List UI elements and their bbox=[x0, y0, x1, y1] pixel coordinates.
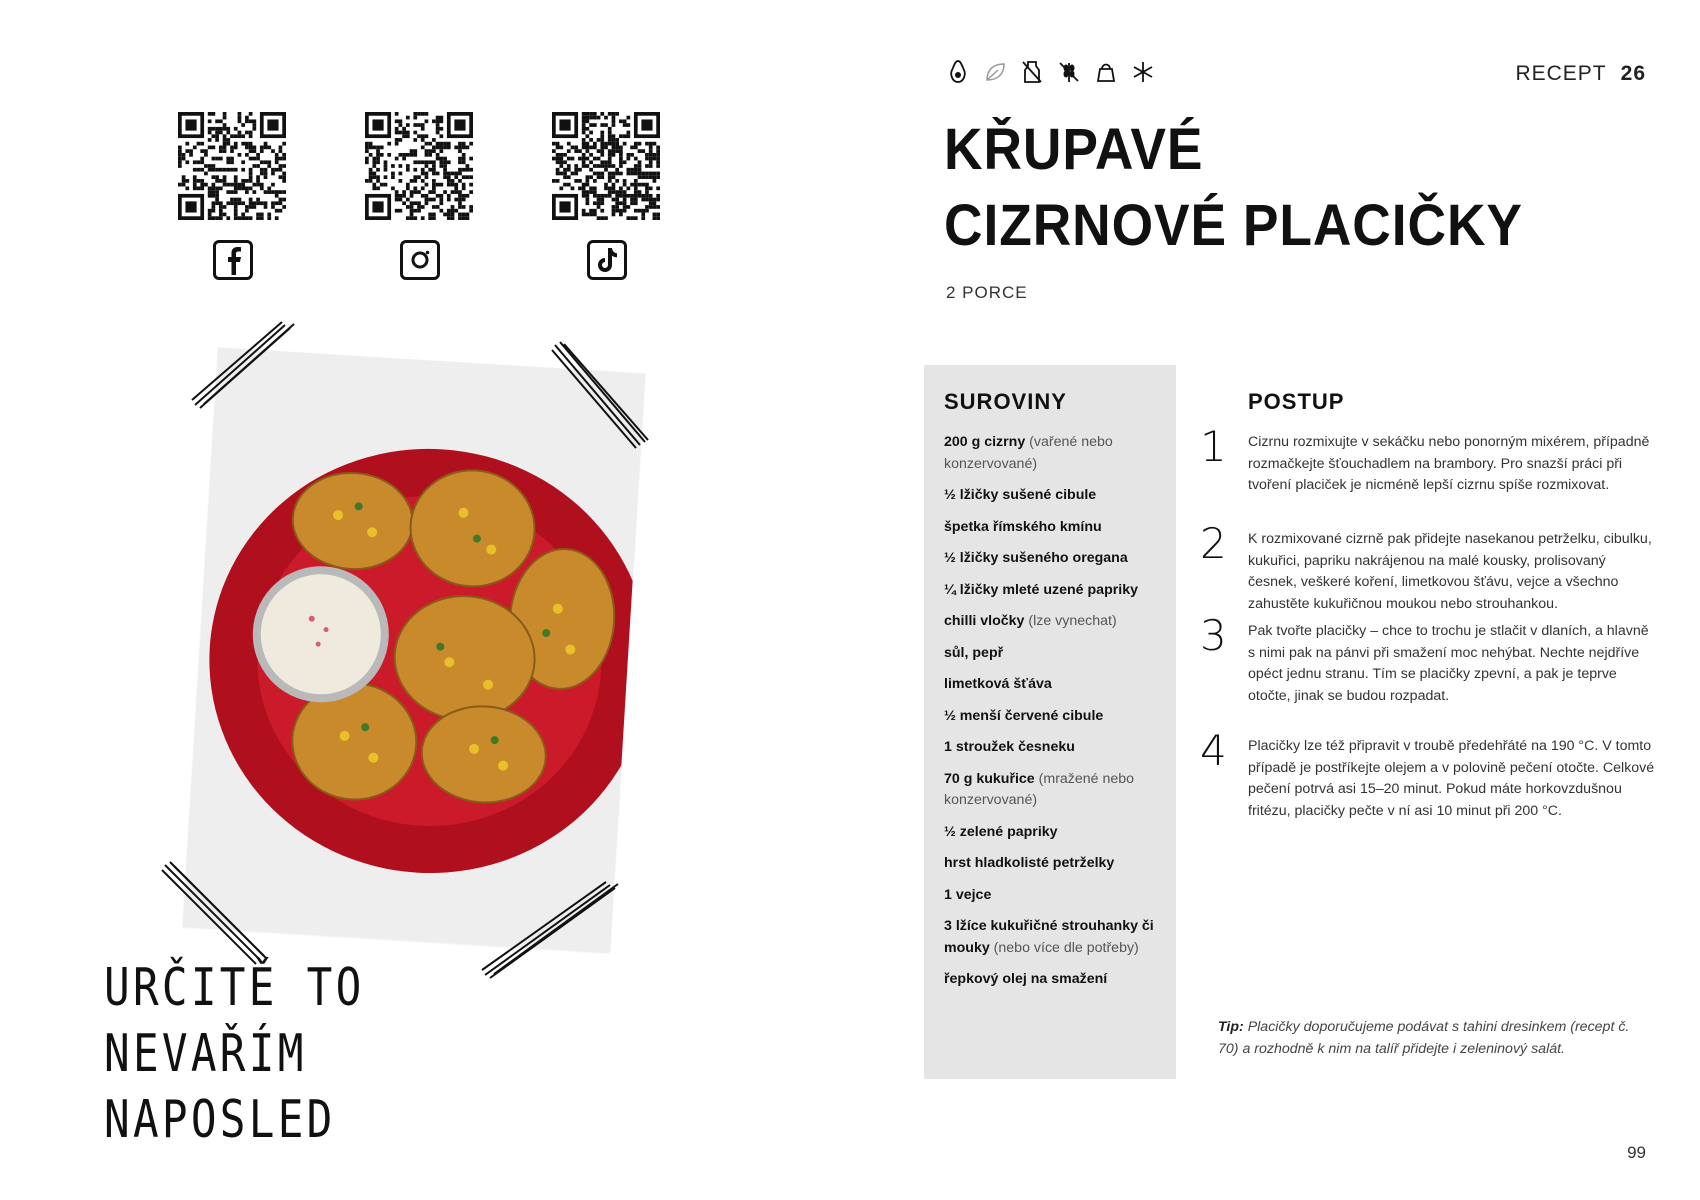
ingredients-panel bbox=[924, 365, 1176, 1079]
step-text: Placičky lze též připravit v troubě předehřáté na 190 °C. V tomto případě je postříkejte olejem a v polovině pečení otočte. Celkové pečení potrvá asi 15–20 minut. Pokud máte horkovzdušnou fritézu, placičky pečte v ní asi 10 minut při 200 °C. bbox=[1248, 738, 1655, 819]
ingredient-name: 1 vejce bbox=[944, 886, 992, 903]
step-text: K rozmixované cizrně pak přidejte nasekanou petrželku, cibulku, kukuřici, papriku nakrájenou na malé kousky, prolisovaný česnek, veškeré koření, limetkovou šťávu, vejce a všechno zahustěte kukuřičnou moukou nebo strouhankou. bbox=[1248, 531, 1652, 612]
ingredient-name: ½ lžičky sušené cibule bbox=[944, 487, 1097, 503]
instagram-icon[interactable] bbox=[400, 240, 440, 280]
ingredient-name: ½ lžičky sušeného oregana bbox=[944, 550, 1128, 566]
tiktok-icon[interactable] bbox=[587, 240, 627, 280]
ingredient-item bbox=[944, 674, 1169, 696]
handwritten-note bbox=[104, 955, 365, 1153]
recipe-label-text: RECEPT bbox=[1515, 62, 1607, 85]
bag-icon bbox=[1094, 60, 1118, 84]
facebook-icon[interactable] bbox=[213, 240, 253, 280]
tape-bottom-left bbox=[160, 860, 270, 970]
step-text: Cizrnu rozmixujte v sekáčku nebo ponorným mixérem, případně rozmačkejte šťouchadlem na brambory. Pro snazší práci při tvoření placiček je nicméně lepší cizrnu spíše rozmixovat. bbox=[1248, 434, 1650, 493]
tip-label: Tip: bbox=[1218, 1019, 1244, 1035]
step-number: 3 bbox=[1200, 611, 1227, 660]
snowflake-icon bbox=[1131, 60, 1155, 84]
food-photo-frame bbox=[200, 360, 628, 940]
tape-bottom-right bbox=[480, 880, 620, 980]
ingredient-note: (lze vynechat) bbox=[1024, 613, 1117, 629]
ingredient-item bbox=[944, 517, 1169, 539]
tape-top-left bbox=[190, 320, 300, 410]
recipe-number: 26 bbox=[1620, 62, 1646, 85]
method-step bbox=[1200, 611, 1658, 707]
method-heading: POSTUP bbox=[1248, 389, 1345, 414]
step-number: 2 bbox=[1200, 519, 1227, 568]
step-text: Pak tvořte placičky – chce to trochu je stlačit v dlaních, a hlavně s nimi pak na pánvi při smažení moc nehýbat. Nechte nejdříve opéct jednu stranu. Tím se placičky zpevní, a pak je teprve otočte, jinak se budou rozpadat. bbox=[1248, 623, 1649, 704]
ingredient-item bbox=[944, 885, 1169, 907]
qr-code-instagram[interactable] bbox=[365, 112, 473, 220]
step-number: 4 bbox=[1200, 726, 1227, 775]
ingredient-item bbox=[944, 769, 1169, 812]
tape-top-right bbox=[550, 340, 650, 450]
tip-text: Placičky doporučujeme podávat s tahini dresinkem (recept č. 70) a rozhodně k nim na talíř přidejte i zeleninový salát. bbox=[1218, 1019, 1630, 1057]
recipe-title-line1: KŘUPAVÉ bbox=[944, 117, 1204, 182]
ingredient-name: hrst hladkolisté petrželky bbox=[944, 855, 1115, 871]
no-milk-icon bbox=[1020, 60, 1044, 84]
qr-instagram-column bbox=[365, 112, 475, 280]
handwriting-line: NEVAŘÍM bbox=[104, 1024, 307, 1084]
ingredient-item bbox=[944, 432, 1169, 475]
ingredient-item bbox=[944, 969, 1169, 991]
page-number: 99 bbox=[1627, 1143, 1646, 1162]
qr-code-facebook[interactable] bbox=[178, 112, 286, 220]
handwriting-line: URČITĚ TO bbox=[104, 958, 365, 1018]
ingredient-name: řepkový olej na smažení bbox=[944, 971, 1108, 987]
recipe-title-line2: CIZRNOVÉ PLACIČKY bbox=[944, 193, 1523, 258]
avocado-icon bbox=[946, 60, 970, 84]
ingredient-item bbox=[944, 485, 1169, 507]
method-step bbox=[1200, 519, 1658, 615]
recipe-label bbox=[1515, 62, 1646, 86]
ingredient-name: špetka římského kmínu bbox=[944, 518, 1102, 535]
qr-facebook-column bbox=[178, 112, 288, 280]
ingredient-item bbox=[944, 853, 1169, 875]
diet-icons-row bbox=[946, 60, 1155, 84]
ingredient-item bbox=[944, 706, 1169, 728]
ingredient-name: 3 lžíce kukuřičné strouhanky či mouky bbox=[944, 918, 1154, 956]
ingredient-name: 200 g cizrny bbox=[944, 434, 1026, 450]
tip bbox=[1218, 1017, 1638, 1060]
step-number: 1 bbox=[1200, 422, 1227, 471]
ingredient-name: 70 g kukuřice bbox=[944, 770, 1035, 787]
ingredient-item bbox=[944, 548, 1169, 570]
portions: 2 PORCE bbox=[946, 283, 1028, 302]
method-step bbox=[1200, 422, 1658, 497]
qr-tiktok-column bbox=[552, 112, 662, 280]
ingredient-name: sůl, pepř bbox=[944, 644, 1004, 661]
handwriting-line: NAPOSLED bbox=[104, 1090, 336, 1150]
ingredient-name: limetková šťáva bbox=[944, 676, 1052, 692]
ingredient-note: (vařené nebo konzervované) bbox=[944, 434, 1113, 472]
no-gluten-icon bbox=[1057, 60, 1081, 84]
leaf-icon bbox=[983, 60, 1007, 84]
qr-code-tiktok[interactable] bbox=[552, 112, 660, 220]
ingredient-item bbox=[944, 916, 1169, 959]
ingredients-list bbox=[944, 432, 1169, 1001]
ingredient-name: ½ zelené papriky bbox=[944, 823, 1058, 840]
ingredient-note: (mražené nebo konzervované) bbox=[944, 770, 1135, 808]
recipe-title bbox=[944, 112, 1523, 264]
ingredient-note: (nebo více dle potřeby) bbox=[989, 939, 1139, 956]
method-step bbox=[1200, 726, 1658, 822]
ingredient-name: ½ menší červené cibule bbox=[944, 707, 1104, 724]
ingredient-item bbox=[944, 737, 1169, 759]
ingredients-heading: SUROVINY bbox=[944, 389, 1067, 414]
ingredient-name: 1 stroužek česneku bbox=[944, 739, 1075, 755]
ingredient-name: ¼ lžičky mleté uzené papriky bbox=[944, 581, 1138, 598]
ingredient-item bbox=[944, 643, 1169, 665]
ingredient-name: chilli vločky bbox=[944, 613, 1025, 629]
ingredient-item bbox=[944, 580, 1169, 602]
ingredient-item bbox=[944, 822, 1169, 844]
ingredient-item bbox=[944, 611, 1169, 633]
